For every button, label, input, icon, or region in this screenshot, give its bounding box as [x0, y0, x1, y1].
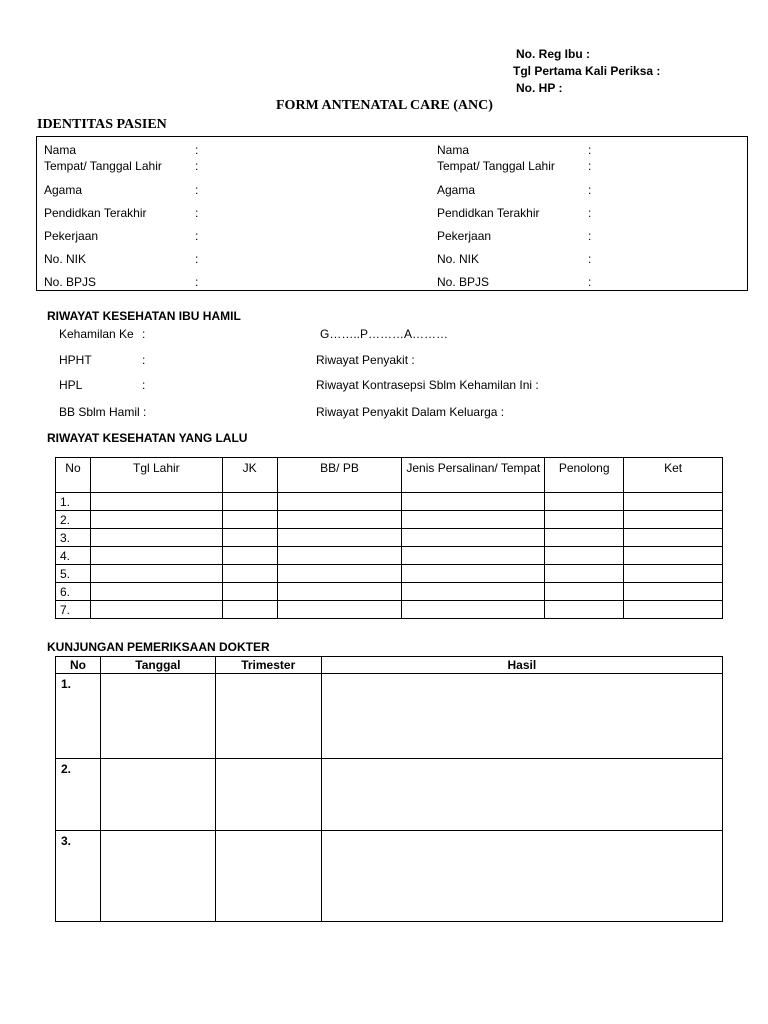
table-cell — [624, 511, 723, 529]
form-title: FORM ANTENATAL CARE (ANC) — [276, 98, 493, 113]
col-ket: Ket — [624, 458, 723, 493]
table-cell — [545, 583, 624, 601]
identitas-left-field-colon: : — [195, 159, 199, 173]
gpa-field: G……..P………A……… — [320, 327, 449, 341]
table-cell — [100, 759, 215, 831]
table-cell — [277, 583, 402, 601]
row-number: 3. — [56, 831, 101, 922]
table-cell — [624, 493, 723, 511]
table-row — [56, 601, 723, 619]
table-cell — [90, 583, 222, 601]
table-cell — [402, 583, 545, 601]
table-cell — [402, 601, 545, 619]
identitas-left-field-label: No. BPJS — [44, 275, 97, 289]
table-row — [56, 831, 723, 922]
identitas-left-field-label: No. NIK — [44, 252, 87, 266]
identitas-left-field-label: Nama — [44, 143, 77, 157]
identitas-right-field-label: No. BPJS — [437, 275, 490, 289]
col-no: No — [56, 657, 101, 674]
kehamilan-colon: : — [142, 327, 146, 341]
identitas-left-field-label: Pekerjaan — [44, 229, 99, 243]
table-cell — [402, 493, 545, 511]
identitas-left-field-colon: : — [195, 229, 199, 243]
table-cell — [215, 759, 321, 831]
table-cell — [90, 493, 222, 511]
hpht-colon: : — [142, 353, 146, 367]
registration-info — [513, 46, 660, 97]
riwayat-ibu-heading: RIWAYAT KESEHATAN IBU HAMIL — [47, 309, 241, 323]
table-cell — [545, 565, 624, 583]
col-tanggal: Tanggal — [100, 657, 215, 674]
table-row — [56, 511, 723, 529]
identitas-right-field-label: Pekerjaan — [437, 229, 492, 243]
hpht-label: HPHT — [59, 353, 92, 367]
identitas-left-field-label: Pendidkan Terakhir — [44, 206, 147, 220]
table-row — [56, 547, 723, 565]
table-cell — [277, 511, 402, 529]
table-cell — [222, 547, 277, 565]
identitas-box — [36, 136, 748, 291]
table-cell — [215, 674, 321, 759]
identitas-left-field-label: Agama — [44, 183, 83, 197]
riwayat-kontrasepsi-label: Riwayat Kontrasepsi Sblm Kehamilan Ini : — [316, 378, 539, 392]
row-number: 5. — [56, 565, 91, 583]
table-row — [56, 674, 723, 759]
table-cell — [545, 529, 624, 547]
identitas-right-field-label: Tempat/ Tanggal Lahir — [437, 159, 555, 173]
table-cell — [222, 493, 277, 511]
tgl-periksa-label: Tgl Pertama Kali Periksa : — [513, 64, 661, 78]
table-cell — [277, 601, 402, 619]
table-cell — [624, 583, 723, 601]
table-cell — [100, 831, 215, 922]
row-number: 6. — [56, 583, 91, 601]
identitas-left-field-colon: : — [195, 183, 199, 197]
table-cell — [222, 601, 277, 619]
hpl-colon: : — [142, 378, 146, 392]
row-number: 1. — [56, 493, 91, 511]
kunjungan-heading: KUNJUNGAN PEMERIKSAAN DOKTER — [47, 640, 270, 654]
identitas-left-field-colon: : — [195, 252, 199, 266]
row-number: 1. — [56, 674, 101, 759]
reg-ibu-label: No. Reg Ibu : — [516, 47, 590, 61]
row-number: 7. — [56, 601, 91, 619]
col-jk: JK — [222, 458, 277, 493]
table-cell — [90, 547, 222, 565]
identitas-right-field-colon: : — [588, 252, 592, 266]
kunjungan-table — [55, 656, 723, 922]
col-hasil: Hasil — [321, 657, 722, 674]
identitas-right-field-colon: : — [588, 159, 592, 173]
table-cell — [321, 831, 722, 922]
table-cell — [545, 511, 624, 529]
table-row — [56, 759, 723, 831]
identitas-left-field-colon: : — [195, 143, 199, 157]
col-bb-pb: BB/ PB — [277, 458, 402, 493]
table-cell — [277, 565, 402, 583]
table-cell — [277, 547, 402, 565]
col-jenis-persalinan: Jenis Persalinan/ Tempat — [402, 458, 545, 493]
table-cell — [100, 674, 215, 759]
riwayat-lalu-heading: RIWAYAT KESEHATAN YANG LALU — [47, 431, 248, 445]
identitas-right-field-colon: : — [588, 229, 592, 243]
table-cell — [90, 511, 222, 529]
identitas-heading: IDENTITAS PASIEN — [37, 117, 167, 132]
table-row — [56, 565, 723, 583]
identitas-left-field-label: Tempat/ Tanggal Lahir — [44, 159, 162, 173]
riwayat-lalu-table — [55, 457, 723, 619]
col-trimester: Trimester — [215, 657, 321, 674]
table-cell — [90, 565, 222, 583]
col-no: No — [56, 458, 91, 493]
row-number: 3. — [56, 529, 91, 547]
identitas-right-field-label: No. NIK — [437, 252, 480, 266]
bb-sblm-hamil-label: BB Sblm Hamil : — [59, 405, 147, 419]
row-number: 2. — [56, 759, 101, 831]
identitas-left-field-colon: : — [195, 275, 199, 289]
table-row — [56, 529, 723, 547]
identitas-right-field-label: Agama — [437, 183, 476, 197]
table-cell — [624, 565, 723, 583]
table-cell — [222, 565, 277, 583]
riwayat-penyakit-label: Riwayat Penyakit : — [316, 353, 415, 367]
col-penolong: Penolong — [545, 458, 624, 493]
table-cell — [402, 565, 545, 583]
table-row — [56, 583, 723, 601]
table-cell — [545, 493, 624, 511]
table-cell — [222, 583, 277, 601]
table-cell — [624, 601, 723, 619]
row-number: 4. — [56, 547, 91, 565]
hpl-label: HPL — [59, 378, 83, 392]
row-number: 2. — [56, 511, 91, 529]
identitas-right-field-colon: : — [588, 183, 592, 197]
col-tgl-lahir: Tgl Lahir — [90, 458, 222, 493]
table-cell — [545, 547, 624, 565]
table-cell — [321, 759, 722, 831]
kehamilan-label: Kehamilan Ke — [59, 327, 134, 341]
table-cell — [222, 529, 277, 547]
table-cell — [90, 529, 222, 547]
table-cell — [277, 529, 402, 547]
table-cell — [90, 601, 222, 619]
table-cell — [321, 674, 722, 759]
table-cell — [215, 831, 321, 922]
identitas-left-field-colon: : — [195, 206, 199, 220]
identitas-right-field-label: Pendidkan Terakhir — [437, 206, 540, 220]
riwayat-keluarga-label: Riwayat Penyakit Dalam Keluarga : — [316, 405, 505, 419]
identitas-right-field-colon: : — [588, 206, 592, 220]
table-cell — [222, 511, 277, 529]
table-cell — [402, 511, 545, 529]
table-cell — [402, 547, 545, 565]
identitas-right-field-label: Nama — [437, 143, 470, 157]
no-hp-label: No. HP : — [516, 81, 563, 95]
table-cell — [277, 493, 402, 511]
table-cell — [545, 601, 624, 619]
table-cell — [624, 529, 723, 547]
identitas-right-field-colon: : — [588, 275, 592, 289]
table-row — [56, 493, 723, 511]
table-cell — [624, 547, 723, 565]
table-cell — [402, 529, 545, 547]
identitas-right-field-colon: : — [588, 143, 592, 157]
